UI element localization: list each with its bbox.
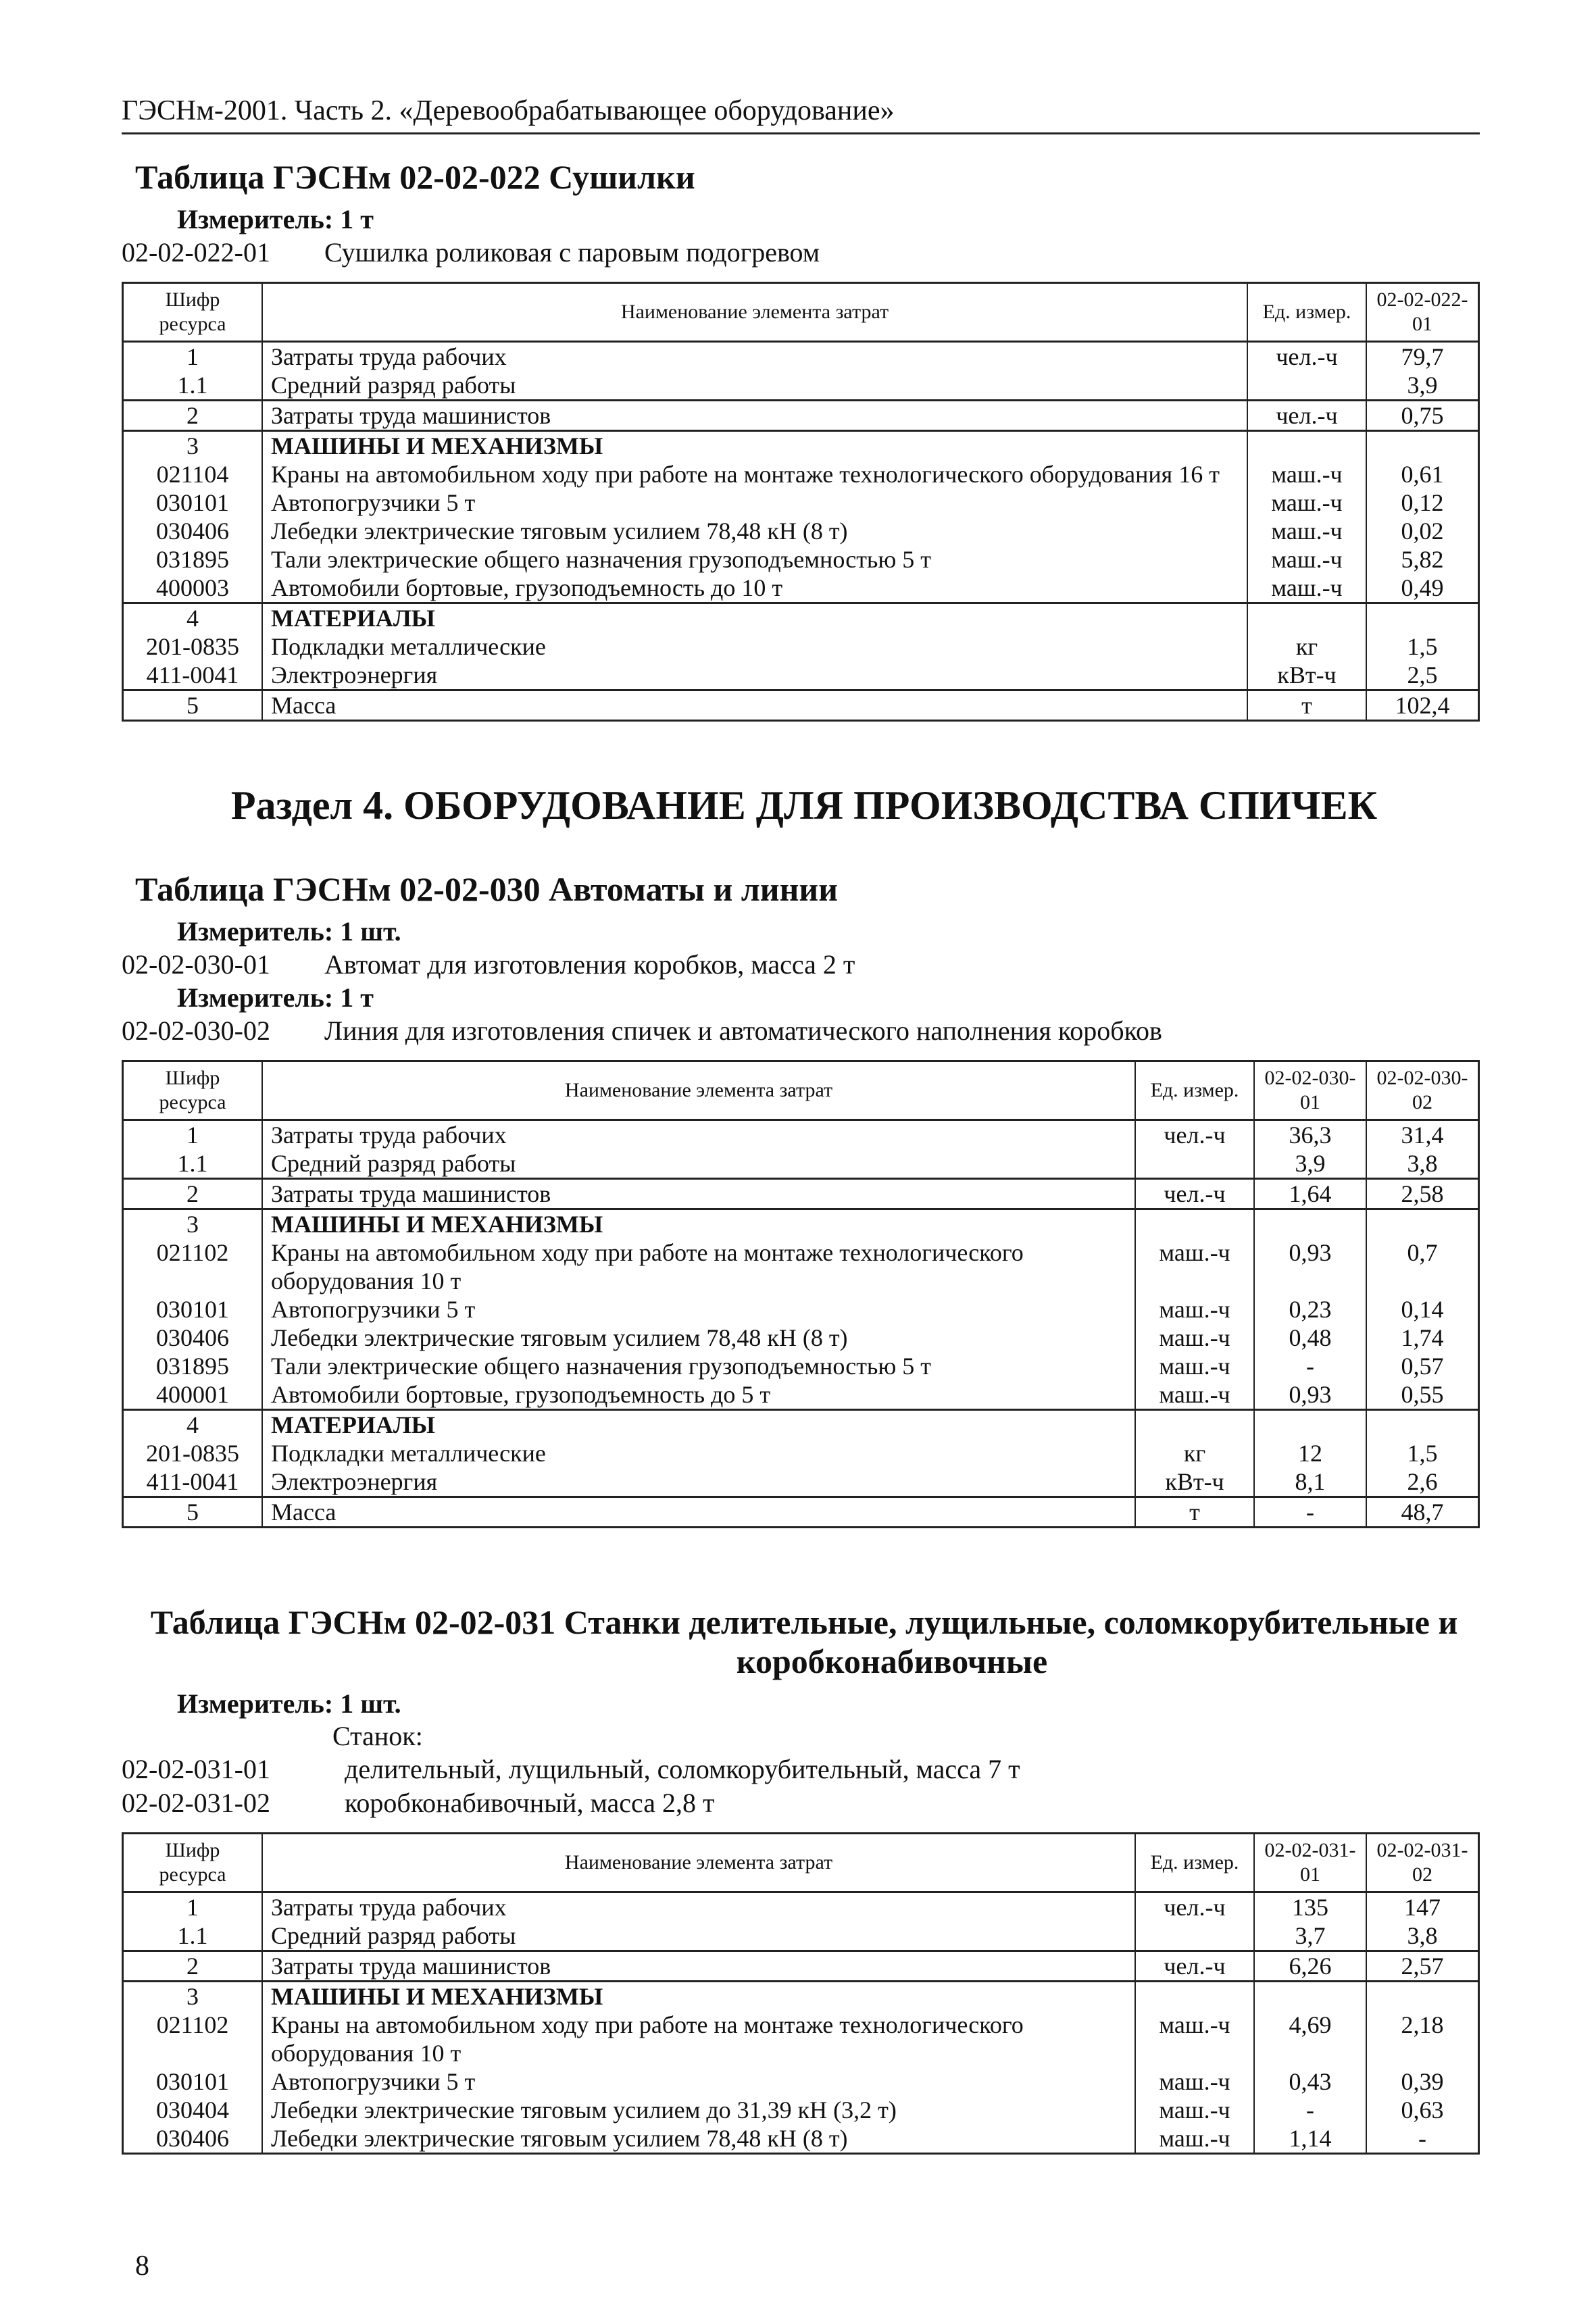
cell-value-1: 0,75 — [1366, 401, 1479, 431]
header-name: Наименование элемента затрат — [262, 1834, 1135, 1892]
cell-value-2: 2,18 — [1366, 2011, 1479, 2067]
cell-code: 201-0835 — [123, 1439, 263, 1467]
norm-description: Автомат для изготовления коробков, масса 2 т — [324, 949, 855, 980]
cell-code: 4 — [123, 1410, 263, 1440]
cell-value-2: 0,63 — [1366, 2096, 1479, 2124]
table-2-meter-1: Измеритель: 1 шт. — [177, 916, 401, 947]
cell-unit: т — [1247, 690, 1366, 721]
norm-code: 02-02-030-01 — [122, 949, 270, 980]
cell-code: 1.1 — [123, 1921, 263, 1951]
header-code: Шифр ресурса — [123, 1061, 263, 1120]
table-3-norm-line-2 — [122, 1786, 1487, 1820]
norm-description: коробконабивочный, масса 2,8 т — [345, 1788, 715, 1818]
cell-unit — [1135, 1209, 1254, 1239]
cell-unit: маш.-ч — [1135, 1295, 1254, 1324]
cell-value-2: 31,4 — [1366, 1120, 1479, 1150]
cell-code: 021102 — [123, 2011, 263, 2067]
cell-unit: маш.-ч — [1247, 545, 1366, 574]
cell-unit: маш.-ч — [1135, 2067, 1254, 2096]
cell-unit: кВт-ч — [1247, 661, 1366, 690]
page — [122, 95, 1487, 2155]
cell-code: 030404 — [123, 2096, 263, 2124]
cell-name: Затраты труда машинистов — [262, 1951, 1135, 1982]
cell-code: 021102 — [123, 1238, 263, 1295]
running-header: ГЭСНм-2001. Часть 2. «Деревообрабатывающее оборудование» — [122, 95, 1480, 134]
cell-code: 031895 — [123, 545, 263, 574]
cell-value-1: 4,69 — [1254, 2011, 1366, 2067]
cell-unit: кг — [1247, 632, 1366, 661]
cell-name: Краны на автомобильном ходу при работе на монтаже технологического оборудования 10 т — [262, 1238, 1135, 1295]
cell-value-1: 3,7 — [1254, 1921, 1366, 1951]
cell-unit: кВт-ч — [1135, 1467, 1254, 1497]
cell-code: 2 — [123, 401, 263, 431]
table-row — [123, 1324, 1479, 1352]
table-row — [123, 1295, 1479, 1324]
table-row — [123, 690, 1479, 721]
table-row — [123, 1982, 1479, 2011]
table-2-meter-2: Измеритель: 1 т — [177, 982, 374, 1013]
cell-value-2: 0,55 — [1366, 1380, 1479, 1410]
table-row — [123, 2096, 1479, 2124]
cell-code: 400001 — [123, 1380, 263, 1410]
cell-unit: чел.-ч — [1247, 401, 1366, 431]
table-row — [123, 1439, 1479, 1467]
cell-value-2 — [1366, 1209, 1479, 1239]
cell-value-1: 135 — [1254, 1892, 1366, 1922]
table-2-norm-line-2 — [122, 1014, 1487, 1048]
cell-value-1 — [1254, 1982, 1366, 2011]
cell-value-2: 3,8 — [1366, 1149, 1479, 1179]
cell-code: 411-0041 — [123, 1467, 263, 1497]
header-col-2: 02-02-030-02 — [1366, 1061, 1479, 1120]
header-col-2: 02-02-031-02 — [1366, 1834, 1479, 1892]
table-3-title-line-1: Таблица ГЭСНм 02-02-031 Станки делительные, лущильные, соломкорубительные и — [150, 1603, 1458, 1641]
table-row — [123, 1951, 1479, 1982]
cell-code: 3 — [123, 1982, 263, 2011]
table-row — [123, 2011, 1479, 2067]
header-code: Шифр ресурса — [123, 1834, 263, 1892]
table-row — [123, 1892, 1479, 1922]
cell-value-2: 0,7 — [1366, 1238, 1479, 1295]
table-row — [123, 603, 1479, 633]
cell-code: 3 — [123, 1209, 263, 1239]
table-3-sub-label: Станок: — [332, 1721, 423, 1751]
table-row — [123, 460, 1479, 488]
header-col-1: 02-02-022-01 — [1366, 283, 1479, 342]
cell-name: Средний разряд работы — [262, 371, 1247, 401]
table-1 — [122, 282, 1480, 722]
cell-unit: маш.-ч — [1135, 1380, 1254, 1410]
cell-name: Лебедки электрические тяговым усилием 78,48 кН (8 т) — [262, 1324, 1135, 1352]
norm-code: 02-02-022-01 — [122, 237, 270, 268]
cell-name: Автопогрузчики 5 т — [262, 1295, 1135, 1324]
cell-unit: маш.-ч — [1135, 2011, 1254, 2067]
header-col-1: 02-02-030-01 — [1254, 1061, 1366, 1120]
cell-value-1: 12 — [1254, 1439, 1366, 1467]
cell-value-1: 0,23 — [1254, 1295, 1366, 1324]
table-3-title-line-2: коробконабивочные — [736, 1642, 1048, 1680]
norm-code: 02-02-030-02 — [122, 1015, 270, 1046]
section-title: Раздел 4. ОБОРУДОВАНИЕ ДЛЯ ПРОИЗВОДСТВА СПИЧЕК — [230, 783, 1378, 828]
cell-name: Затраты труда рабочих — [262, 1892, 1135, 1922]
header-unit: Ед. измер. — [1135, 1061, 1254, 1120]
cell-value-1 — [1366, 603, 1479, 633]
cell-unit: маш.-ч — [1135, 2096, 1254, 2124]
cell-unit — [1135, 1921, 1254, 1951]
cell-code: 201-0835 — [123, 632, 263, 661]
cell-code: 031895 — [123, 1352, 263, 1380]
cell-code: 1.1 — [123, 371, 263, 401]
cell-name: МАШИНЫ И МЕХАНИЗМЫ — [262, 1209, 1135, 1239]
cell-name: Краны на автомобильном ходу при работе на монтаже технологического оборудования 10 т — [262, 2011, 1135, 2067]
cell-value-1: - — [1254, 1352, 1366, 1380]
cell-name: Подкладки металлические — [262, 1439, 1135, 1467]
cell-value-1: 2,5 — [1366, 661, 1479, 690]
cell-value-1: 79,7 — [1366, 342, 1479, 372]
cell-name: МАТЕРИАЛЫ — [262, 1410, 1135, 1440]
cell-value-1: 0,61 — [1366, 460, 1479, 488]
norm-code: 02-02-031-01 — [122, 1754, 270, 1784]
cell-code: 5 — [123, 690, 263, 721]
cell-value-1: 5,82 — [1366, 545, 1479, 574]
cell-value-2: 1,74 — [1366, 1324, 1479, 1352]
cell-name: Лебедки электрические тяговым усилием до 31,39 кН (3,2 т) — [262, 2096, 1135, 2124]
table-row — [123, 1149, 1479, 1179]
cell-unit: маш.-ч — [1135, 1324, 1254, 1352]
cell-value-1: 0,43 — [1254, 2067, 1366, 2096]
cell-value-2: 2,6 — [1366, 1467, 1479, 1497]
cell-name: Тали электрические общего назначения грузоподъемностью 5 т — [262, 1352, 1135, 1380]
cell-value-2: - — [1366, 2124, 1479, 2154]
cell-code: 030101 — [123, 488, 263, 517]
cell-code: 1 — [123, 1892, 263, 1922]
cell-value-1: 6,26 — [1254, 1951, 1366, 1982]
cell-value-1: 3,9 — [1366, 371, 1479, 401]
cell-unit — [1247, 371, 1366, 401]
cell-unit: маш.-ч — [1135, 1238, 1254, 1295]
cell-unit: маш.-ч — [1247, 460, 1366, 488]
cell-value-1: 36,3 — [1254, 1120, 1366, 1150]
table-row — [123, 661, 1479, 690]
table-2-norm-line-1 — [122, 948, 1487, 982]
cell-unit: чел.-ч — [1135, 1951, 1254, 1982]
table-1-norm-line — [122, 236, 1487, 270]
cell-value-2: 0,14 — [1366, 1295, 1479, 1324]
header-name: Наименование элемента затрат — [262, 283, 1247, 342]
cell-code: 4 — [123, 603, 263, 633]
table-3 — [122, 1832, 1480, 2155]
cell-unit: маш.-ч — [1247, 574, 1366, 603]
table-3-norm-line-1 — [122, 1753, 1487, 1786]
cell-value-1: 0,93 — [1254, 1380, 1366, 1410]
cell-code: 2 — [123, 1951, 263, 1982]
table-row — [123, 517, 1479, 545]
header-code: Шифр ресурса — [123, 283, 263, 342]
cell-unit — [1135, 1982, 1254, 2011]
table-row — [123, 1179, 1479, 1209]
cell-name: Масса — [262, 690, 1247, 721]
table-row — [123, 1238, 1479, 1295]
cell-name: Затраты труда машинистов — [262, 1179, 1135, 1209]
cell-name: Лебедки электрические тяговым усилием 78,48 кН (8 т) — [262, 517, 1247, 545]
cell-value-1: 0,48 — [1254, 1324, 1366, 1352]
cell-name: Средний разряд работы — [262, 1149, 1135, 1179]
cell-name: МАШИНЫ И МЕХАНИЗМЫ — [262, 431, 1247, 461]
cell-name: Автопогрузчики 5 т — [262, 2067, 1135, 2096]
cell-code: 030101 — [123, 1295, 263, 1324]
table-header-row — [123, 1834, 1479, 1892]
cell-value-1: 0,93 — [1254, 1238, 1366, 1295]
table-header-row — [123, 1061, 1479, 1120]
table-2 — [122, 1060, 1480, 1528]
cell-name: МАШИНЫ И МЕХАНИЗМЫ — [262, 1982, 1135, 2011]
cell-name: Электроэнергия — [262, 1467, 1135, 1497]
cell-value-1: 8,1 — [1254, 1467, 1366, 1497]
cell-value-1: - — [1254, 2096, 1366, 2124]
cell-unit — [1247, 431, 1366, 461]
table-row — [123, 401, 1479, 431]
norm-description: Сушилка роликовая с паровым подогревом — [324, 237, 820, 268]
cell-value-1: 102,4 — [1366, 690, 1479, 721]
cell-code: 1 — [123, 342, 263, 372]
cell-name: Лебедки электрические тяговым усилием 78,48 кН (8 т) — [262, 2124, 1135, 2154]
page-number: 8 — [135, 2250, 149, 2282]
cell-value-2: 0,39 — [1366, 2067, 1479, 2096]
cell-value-1: - — [1254, 1497, 1366, 1528]
cell-name: Автопогрузчики 5 т — [262, 488, 1247, 517]
cell-value-2: 147 — [1366, 1892, 1479, 1922]
table-1-title: Таблица ГЭСНм 02-02-022 Сушилки — [135, 158, 695, 196]
cell-unit: чел.-ч — [1135, 1179, 1254, 1209]
table-row — [123, 1497, 1479, 1528]
cell-value-1: 0,02 — [1366, 517, 1479, 545]
cell-code: 411-0041 — [123, 661, 263, 690]
cell-value-1 — [1254, 1410, 1366, 1440]
cell-code: 030406 — [123, 1324, 263, 1352]
cell-value-1: 3,9 — [1254, 1149, 1366, 1179]
cell-name: Краны на автомобильном ходу при работе на монтаже технологического оборудования 16 т — [262, 460, 1247, 488]
norm-description: делительный, лущильный, соломкорубительный, масса 7 т — [345, 1754, 1020, 1784]
cell-value-1: 1,64 — [1254, 1179, 1366, 1209]
table-row — [123, 545, 1479, 574]
table-row — [123, 1209, 1479, 1239]
cell-name: Затраты труда рабочих — [262, 1120, 1135, 1150]
cell-code: 3 — [123, 431, 263, 461]
cell-name: Затраты труда рабочих — [262, 342, 1247, 372]
cell-value-1: 1,5 — [1366, 632, 1479, 661]
header-name: Наименование элемента затрат — [262, 1061, 1135, 1120]
cell-value-1 — [1366, 431, 1479, 461]
cell-code: 030406 — [123, 2124, 263, 2154]
cell-code: 400003 — [123, 574, 263, 603]
cell-name: Масса — [262, 1497, 1135, 1528]
table-row — [123, 1380, 1479, 1410]
table-row — [123, 1410, 1479, 1440]
cell-unit: кг — [1135, 1439, 1254, 1467]
cell-value-1: 0,12 — [1366, 488, 1479, 517]
cell-unit: маш.-ч — [1135, 1352, 1254, 1380]
header-unit: Ед. измер. — [1135, 1834, 1254, 1892]
cell-unit: т — [1135, 1497, 1254, 1528]
cell-unit: маш.-ч — [1247, 488, 1366, 517]
cell-name: Тали электрические общего назначения грузоподъемностью 5 т — [262, 545, 1247, 574]
table-row — [123, 1352, 1479, 1380]
table-row — [123, 2067, 1479, 2096]
cell-code: 030101 — [123, 2067, 263, 2096]
cell-value-2: 0,57 — [1366, 1352, 1479, 1380]
cell-name: Подкладки металлические — [262, 632, 1247, 661]
cell-unit: чел.-ч — [1135, 1892, 1254, 1922]
cell-unit: маш.-ч — [1135, 2124, 1254, 2154]
cell-name: Автомобили бортовые, грузоподъемность до 10 т — [262, 574, 1247, 603]
table-row — [123, 2124, 1479, 2154]
cell-name: Средний разряд работы — [262, 1921, 1135, 1951]
cell-name: Затраты труда машинистов — [262, 401, 1247, 431]
cell-code: 030406 — [123, 517, 263, 545]
table-row — [123, 488, 1479, 517]
cell-name: МАТЕРИАЛЫ — [262, 603, 1247, 633]
table-row — [123, 632, 1479, 661]
cell-unit — [1247, 603, 1366, 633]
cell-name: Электроэнергия — [262, 661, 1247, 690]
cell-code: 1 — [123, 1120, 263, 1150]
table-row — [123, 1467, 1479, 1497]
cell-name: Автомобили бортовые, грузоподъемность до 5 т — [262, 1380, 1135, 1410]
cell-unit: маш.-ч — [1247, 517, 1366, 545]
cell-value-2: 3,8 — [1366, 1921, 1479, 1951]
cell-code: 5 — [123, 1497, 263, 1528]
cell-value-2: 1,5 — [1366, 1439, 1479, 1467]
header-unit: Ед. измер. — [1247, 283, 1366, 342]
cell-value-2 — [1366, 1982, 1479, 2011]
cell-value-1: 0,49 — [1366, 574, 1479, 603]
cell-value-2: 2,57 — [1366, 1951, 1479, 1982]
cell-unit: чел.-ч — [1135, 1120, 1254, 1150]
table-row — [123, 431, 1479, 461]
cell-code: 1.1 — [123, 1149, 263, 1179]
norm-code: 02-02-031-02 — [122, 1788, 270, 1818]
cell-value-2 — [1366, 1410, 1479, 1440]
cell-unit: чел.-ч — [1247, 342, 1366, 372]
cell-code: 2 — [123, 1179, 263, 1209]
cell-unit — [1135, 1149, 1254, 1179]
table-1-meter: Измеритель: 1 т — [177, 204, 374, 234]
table-row — [123, 1921, 1479, 1951]
cell-unit — [1135, 1410, 1254, 1440]
header-col-1: 02-02-031-01 — [1254, 1834, 1366, 1892]
table-3-meter: Измеритель: 1 шт. — [177, 1688, 401, 1719]
table-3-title — [122, 1603, 1487, 1681]
table-row — [123, 1120, 1479, 1150]
table-row — [123, 342, 1479, 372]
cell-code: 021104 — [123, 460, 263, 488]
table-2-title: Таблица ГЭСНм 02-02-030 Автоматы и линии — [135, 870, 839, 908]
table-header-row — [123, 283, 1479, 342]
cell-value-2: 48,7 — [1366, 1497, 1479, 1528]
table-row — [123, 371, 1479, 401]
cell-value-1: 1,14 — [1254, 2124, 1366, 2154]
norm-description: Линия для изготовления спичек и автоматического наполнения коробков — [324, 1015, 1162, 1046]
cell-value-1 — [1254, 1209, 1366, 1239]
cell-value-2: 2,58 — [1366, 1179, 1479, 1209]
table-row — [123, 574, 1479, 603]
